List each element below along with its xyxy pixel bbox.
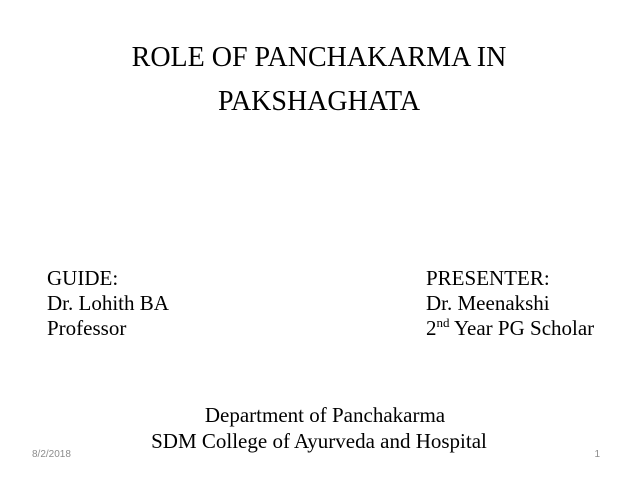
college-name: SDM College of Ayurveda and Hospital: [151, 429, 487, 453]
presenter-role-rest: Year PG Scholar: [449, 316, 595, 340]
department-name: Department of Panchakarma: [204, 403, 446, 427]
footer-date: 8/2/2018: [32, 449, 71, 460]
guide-name: Dr. Lohith BA: [47, 291, 169, 315]
guide-heading: GUIDE:: [47, 266, 119, 290]
title-line-2: PAKSHAGHATA: [217, 86, 421, 117]
presenter-role-number: 2: [426, 316, 437, 340]
presenter-block: [426, 266, 594, 341]
presenter-role: [426, 316, 594, 341]
guide-block: [47, 266, 169, 341]
presenter-name: Dr. Meenakshi: [426, 291, 550, 315]
title-line-1: ROLE OF PANCHAKARMA IN: [131, 42, 507, 73]
slide-title: [0, 36, 638, 124]
presenter-role-superscript: nd: [436, 315, 450, 330]
footer-page-number: 1: [594, 449, 600, 460]
presenter-heading: PRESENTER:: [426, 266, 550, 290]
guide-role: Professor: [47, 316, 127, 340]
